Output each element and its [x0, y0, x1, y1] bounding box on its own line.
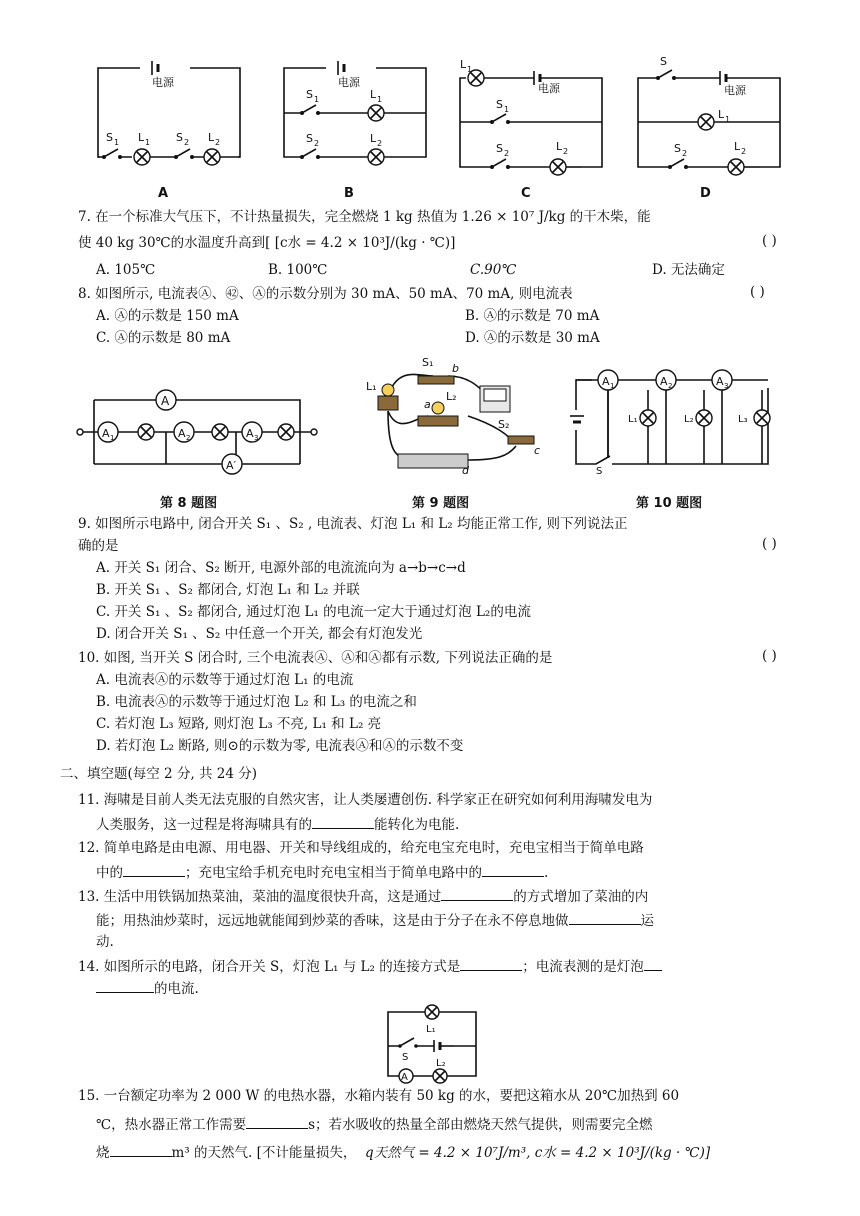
- question-13-text-b: 的方式增加了菜油的内: [513, 889, 649, 905]
- svg-text:1: 1: [377, 95, 383, 104]
- svg-text:L: L: [138, 131, 145, 144]
- svg-text:2: 2: [314, 139, 320, 148]
- circuit-diagram-d: [630, 55, 790, 170]
- svg-text:2: 2: [563, 147, 569, 156]
- question-14-line-1: [78, 956, 662, 977]
- svg-text:L₃: L₃: [738, 414, 748, 425]
- option-d: D. 若灯泡 L₂ 断路, 则⊙的示数为零, 电流表Ⓐ和Ⓐ的示数不变: [96, 738, 464, 754]
- option-c: C. 若灯泡 L₃ 短路, 则灯泡 L₃ 不亮, L₁ 和 L₂ 亮: [96, 716, 382, 732]
- question-13-line-2: [96, 910, 654, 931]
- fill-blank[interactable]: [569, 910, 641, 925]
- answer-parenthesis: ( ): [762, 536, 777, 552]
- option-d: D. 闭合开关 S₁ 、S₂ 中任意一个开关, 都会有灯泡发光: [96, 626, 423, 642]
- svg-text:2: 2: [741, 147, 747, 156]
- svg-text:S: S: [176, 131, 183, 144]
- fill-blank[interactable]: [460, 956, 522, 971]
- svg-text:c: c: [534, 444, 541, 457]
- svg-text:d: d: [462, 464, 469, 477]
- fill-blank[interactable]: [312, 814, 374, 829]
- option-b: B. 开关 S₁ 、S₂ 都闭合, 灯泡 L₁ 和 L₂ 并联: [96, 582, 360, 598]
- svg-text:L: L: [208, 131, 215, 144]
- option-b: B. 电流表Ⓐ的示数等于通过灯泡 L₂ 和 L₃ 的电流之和: [96, 694, 417, 710]
- svg-text:S: S: [596, 466, 603, 477]
- svg-text:2: 2: [377, 139, 383, 148]
- svg-text:A: A: [401, 1072, 408, 1083]
- question-12-text-a: 中的: [96, 865, 123, 881]
- question-7-line-1: 7. 在一个标准大气压下，不计热量损失，完全燃烧 1 kg 热值为 1.26 × 10⁷ J/kg 的干木柴，能: [78, 209, 651, 225]
- svg-text:A: A: [602, 375, 610, 388]
- svg-text:L: L: [556, 140, 563, 153]
- circuit-label-b: B: [344, 186, 354, 201]
- svg-text:S: S: [106, 131, 113, 144]
- figure-8-circuit: [80, 380, 320, 480]
- option-b: B. 100℃: [268, 262, 328, 278]
- svg-text:3: 3: [724, 382, 729, 390]
- fill-blank[interactable]: [110, 1142, 172, 1157]
- question-13-line-3: 动.: [96, 934, 114, 950]
- svg-text:A′: A′: [226, 459, 237, 472]
- question-15-line-3: [96, 1142, 710, 1163]
- fill-blank[interactable]: [96, 978, 154, 993]
- question-14-line-2: [96, 978, 199, 999]
- answer-parenthesis: ( ): [762, 648, 777, 664]
- circuit-label-a: A: [158, 186, 169, 201]
- question-15-formula: q天然气 = 4.2 × 10⁷J/m³, c水 = 4.2 × 10³J/(kg · ℃)]: [364, 1145, 711, 1161]
- svg-text:L: L: [370, 88, 377, 101]
- question-14-text-a: 14. 如图所示的电路，闭合开关 S，灯泡 L₁ 与 L₂ 的连接方式是: [78, 959, 461, 975]
- question-14-text-b: ；电流表测的是灯泡: [522, 959, 644, 975]
- svg-text:电源: 电源: [724, 84, 746, 97]
- option-c: C. 开关 S₁ 、S₂ 都闭合, 通过灯泡 L₁ 的电流一定大于通过灯泡 L₂的电流: [96, 604, 531, 620]
- svg-text:S: S: [496, 142, 503, 155]
- question-12-line-2: [96, 862, 548, 883]
- question-8-text: 8. 如图所示, 电流表Ⓐ、㊷、Ⓐ的示数分别为 30 mA、50 mA、70 mA, 则电流表: [78, 286, 573, 302]
- svg-text:L₂: L₂: [684, 414, 694, 425]
- svg-text:2: 2: [682, 149, 688, 158]
- svg-text:L: L: [734, 140, 741, 153]
- svg-text:A: A: [716, 375, 724, 388]
- svg-text:S₂: S₂: [498, 418, 510, 431]
- svg-text:A: A: [102, 427, 110, 440]
- svg-text:L₂: L₂: [446, 390, 457, 403]
- svg-text:1: 1: [110, 434, 115, 442]
- option-d: D. Ⓐ的示数是 30 mA: [465, 330, 600, 346]
- section-heading: 二、填空题(每空 2 分, 共 24 分): [60, 766, 258, 782]
- svg-text:L: L: [718, 108, 725, 121]
- svg-text:1: 1: [114, 138, 120, 147]
- svg-text:L₁: L₁: [366, 380, 377, 393]
- circuit-label-c: C: [521, 186, 531, 201]
- svg-text:2: 2: [186, 434, 191, 442]
- question-15-text-d: m³ 的天然气. [不计能量损失，: [171, 1145, 357, 1161]
- svg-text:S₁: S₁: [422, 356, 434, 369]
- option-c: C.90℃: [470, 262, 517, 278]
- fig-label-l1: L₁: [426, 1024, 436, 1035]
- svg-text:a: a: [424, 398, 431, 411]
- figure-caption-8: 第 8 题图: [160, 496, 218, 511]
- question-12-text-c: .: [544, 865, 549, 881]
- svg-text:3: 3: [254, 434, 259, 442]
- circuit-diagram-a: [90, 60, 250, 170]
- fill-blank[interactable]: [246, 1114, 308, 1129]
- svg-text:S: S: [306, 88, 313, 101]
- question-11-text-a: 人类服务，这一过程是将海啸具有的: [96, 817, 312, 833]
- fill-blank[interactable]: [644, 956, 662, 971]
- question-14-text-c: 的电流.: [154, 981, 199, 997]
- svg-text:1: 1: [610, 382, 615, 390]
- svg-text:2: 2: [184, 138, 190, 147]
- svg-text:1: 1: [504, 105, 510, 114]
- question-15-text-b: s；若水吸收的热量全部由燃烧天然气提供，则需要完全燃: [308, 1117, 653, 1133]
- circuit-label-d: D: [700, 186, 711, 201]
- fill-blank[interactable]: [482, 862, 544, 877]
- svg-text:S: S: [306, 132, 313, 145]
- question-9-line-1: 9. 如图所示电路中, 闭合开关 S₁ 、S₂ , 电流表、灯泡 L₁ 和 L₂ 均能正常工作, 则下列说法正: [78, 516, 628, 532]
- question-15-text-c: 烧: [96, 1145, 110, 1161]
- svg-text:A: A: [246, 427, 254, 440]
- question-11-text-b: 能转化为电能.: [374, 817, 460, 833]
- option-a: A. 电流表Ⓐ的示数等于通过灯泡 L₁ 的电流: [96, 672, 354, 688]
- question-12-line-1: 12. 简单电路是由电源、用电器、开关和导线组成的，给充电宝充电时，充电宝相当于简单电路: [78, 840, 644, 856]
- svg-text:电源: 电源: [338, 76, 360, 89]
- svg-text:L: L: [460, 58, 467, 71]
- svg-text:1: 1: [314, 95, 320, 104]
- option-d: D. 无法确定: [652, 262, 725, 278]
- question-13-text-a: 13. 生活中用铁锅加热菜油，菜油的温度很快升高，这是通过: [78, 889, 442, 905]
- svg-text:1: 1: [725, 115, 731, 124]
- svg-text:S: S: [674, 142, 681, 155]
- svg-text:2: 2: [504, 149, 510, 158]
- figure-caption-9: 第 9 题图: [412, 496, 470, 511]
- svg-text:S: S: [660, 55, 667, 68]
- svg-text:2: 2: [668, 382, 673, 390]
- fill-blank[interactable]: [441, 886, 513, 901]
- option-a: A. Ⓐ的示数是 150 mA: [96, 308, 239, 324]
- fill-blank[interactable]: [123, 862, 185, 877]
- option-a: A. 105℃: [96, 262, 156, 278]
- power-label: 电源: [152, 76, 174, 89]
- question-14-circuit: [384, 1002, 484, 1082]
- svg-text:2: 2: [215, 138, 221, 147]
- question-11-line-1: 11. 海啸是目前人类无法克服的自然灾害，让人类屡遭创伤. 科学家正在研究如何利用海啸发电为: [78, 792, 653, 808]
- svg-text:A: A: [178, 427, 186, 440]
- figure-9-physical-circuit: [358, 356, 548, 476]
- figure-10-circuit: [572, 372, 772, 477]
- answer-parenthesis: ( ): [750, 284, 765, 300]
- question-13-text-c: 能；用热油炒菜时，远远地就能闻到炒菜的香味，这是由于分子在永不停息地做: [96, 913, 569, 929]
- question-9-line-2: 确的是: [78, 538, 119, 554]
- question-11-line-2: [96, 814, 459, 835]
- question-15-line-2: [96, 1114, 653, 1135]
- svg-text:S: S: [496, 98, 503, 111]
- svg-text:1: 1: [467, 65, 473, 74]
- svg-text:L: L: [370, 132, 377, 145]
- question-13-text-d: 运: [640, 913, 654, 929]
- fig-label-s: S: [402, 1052, 409, 1063]
- question-15-text-a: ℃，热水器正常工作需要: [96, 1117, 247, 1133]
- svg-text:电源: 电源: [538, 82, 560, 95]
- svg-text:L₁: L₁: [628, 414, 638, 425]
- circuit-diagram-b: [276, 60, 436, 170]
- fig-label-l2: L₂: [436, 1058, 446, 1069]
- question-12-text-b: ；充电宝给手机充电时充电宝相当于简单电路中的: [185, 865, 482, 881]
- svg-text:b: b: [452, 362, 459, 375]
- svg-text:A: A: [660, 375, 668, 388]
- figure-caption-10: 第 10 题图: [636, 496, 703, 511]
- option-c: C. Ⓐ的示数是 80 mA: [96, 330, 231, 346]
- question-7-line-2: 使 40 kg 30℃的水温度升高到[ [c水 = 4.2 × 10³J/(kg · ℃)]: [78, 235, 456, 251]
- option-a: A. 开关 S₁ 闭合、S₂ 断开, 电源外部的电流流向为 a→b→c→d: [96, 560, 466, 576]
- circuit-diagram-c: [452, 60, 612, 170]
- svg-text:A: A: [161, 394, 170, 408]
- svg-text:1: 1: [145, 138, 151, 147]
- question-15-line-1: 15. 一台额定功率为 2 000 W 的电热水器，水箱内装有 50 kg 的水，要把这箱水从 20℃加热到 60: [78, 1088, 680, 1104]
- option-b: B. Ⓐ的示数是 70 mA: [465, 308, 600, 324]
- question-10-text: 10. 如图, 当开关 S 闭合时, 三个电流表Ⓐ、Ⓐ和Ⓐ都有示数, 下列说法正确的是: [78, 650, 553, 666]
- answer-parenthesis: ( ): [762, 233, 777, 249]
- question-13-line-1: [78, 886, 648, 907]
